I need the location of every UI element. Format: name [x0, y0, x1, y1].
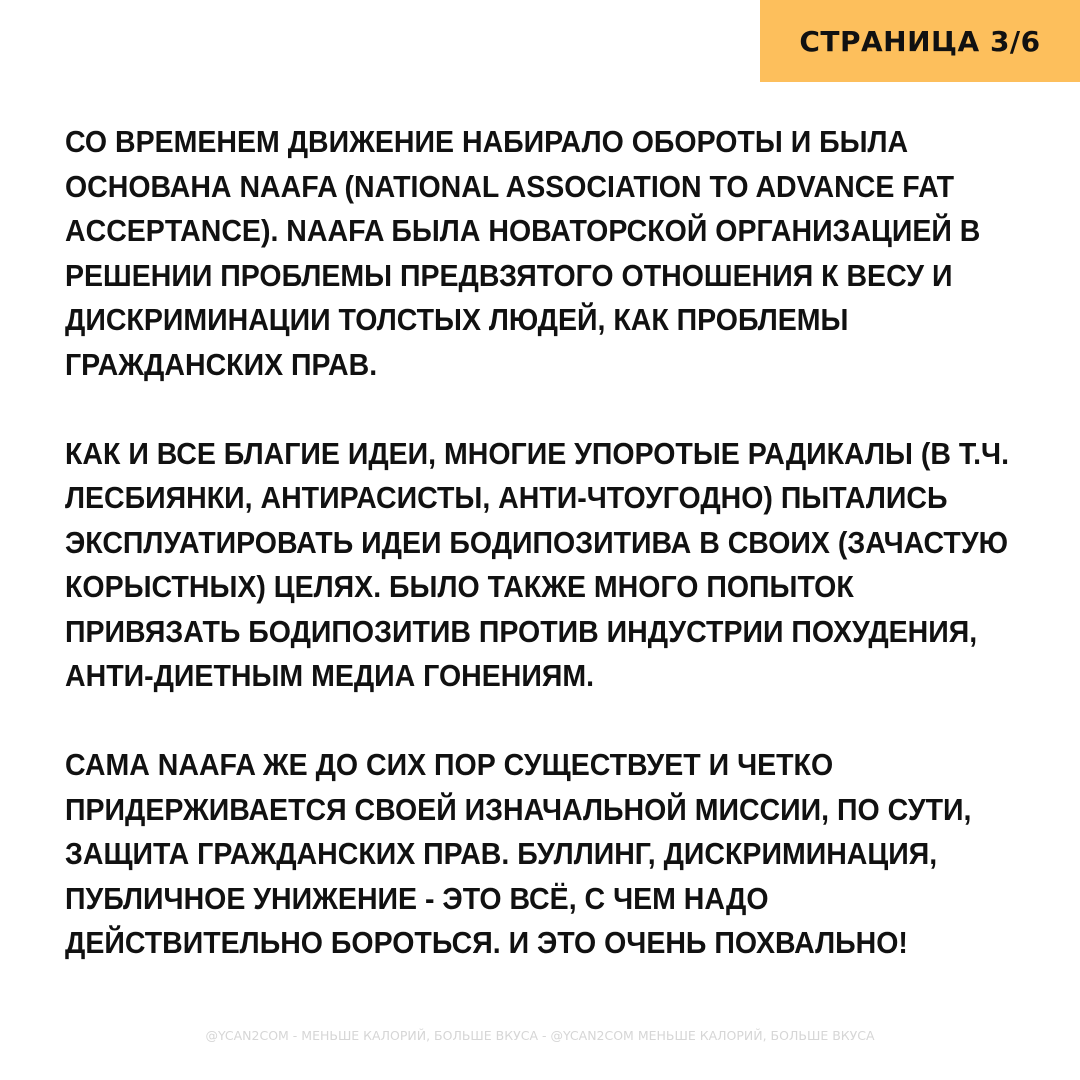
text-line: РЕШЕНИИ ПРОБЛЕМЫ ПРЕДВЗЯТОГО ОТНОШЕНИЯ К ВЕСУ И: [65, 257, 953, 293]
paragraph-3: [65, 743, 1065, 966]
page-badge: [760, 0, 1080, 82]
text-line: ACCEPTANCE). NAAFA БЫЛА НОВАТОРСКОЙ ОРГАНИЗАЦИЕЙ В: [65, 213, 981, 248]
text-line: ПРИВЯЗАТЬ БОДИПОЗИТИВ ПРОТИВ ИНДУСТРИИ ПОХУДЕНИЯ,: [65, 613, 978, 649]
text-line: ЗАЩИТА ГРАЖДАНСКИХ ПРАВ. БУЛЛИНГ, ДИСКРИМИНАЦИЯ,: [65, 836, 938, 871]
text-line: КОРЫСТНЫХ) ЦЕЛЯХ. БЫЛО ТАКЖЕ МНОГО ПОПЫТОК: [65, 569, 854, 604]
text-line: СО ВРЕМЕНЕМ ДВИЖЕНИЕ НАБИРАЛО ОБОРОТЫ И БЫЛА: [65, 124, 909, 159]
page-badge-label: СТРАНИЦА 3/6: [799, 24, 1041, 58]
paragraph-1: [65, 120, 1065, 387]
text-line: ГРАЖДАНСКИХ ПРАВ.: [65, 346, 378, 382]
footer-watermark: @YCAN2COM - МЕНЬШЕ КАЛОРИЙ, БОЛЬШЕ ВКУСА - @YCAN2COM МЕНЬШЕ КАЛОРИЙ, БОЛЬШЕ ВКУСА: [205, 1028, 875, 1043]
text-line: ЛЕСБИЯНКИ, АНТИРАСИСТЫ, АНТИ-ЧТОУГОДНО) ПЫТАЛИСЬ: [65, 480, 948, 515]
text-line: ДЕЙСТВИТЕЛЬНО БОРОТЬСЯ. И ЭТО ОЧЕНЬ ПОХВАЛЬНО!: [65, 925, 908, 960]
body-text: [65, 120, 1065, 1010]
text-line: ЭКСПЛУАТИРОВАТЬ ИДЕИ БОДИПОЗИТИВА В СВОИХ (ЗАЧАСТУЮ: [65, 524, 1008, 560]
text-line: САМА NAAFA ЖЕ ДО СИХ ПОР СУЩЕСТВУЕТ И ЧЕТКО: [65, 747, 834, 782]
text-line: КАК И ВСЕ БЛАГИЕ ИДЕИ, МНОГИЕ УПОРОТЫЕ РАДИКАЛЫ (В Т.Ч.: [65, 435, 1010, 471]
text-line: ОСНОВАНА NAAFA (NATIONAL ASSOCIATION TO ADVANCE FAT: [65, 168, 955, 204]
text-line: ПУБЛИЧНОЕ УНИЖЕНИЕ - ЭТО ВСЁ, С ЧЕМ НАДО: [65, 880, 769, 916]
text-line: ДИСКРИМИНАЦИИ ТОЛСТЫХ ЛЮДЕЙ, КАК ПРОБЛЕМЫ: [65, 302, 849, 337]
text-line: ПРИДЕРЖИВАЕТСЯ СВОЕЙ ИЗНАЧАЛЬНОЙ МИССИИ, ПО СУТИ,: [65, 791, 972, 827]
text-line: АНТИ-ДИЕТНЫМ МЕДИА ГОНЕНИЯМ.: [65, 658, 595, 693]
paragraph-2: [65, 432, 1065, 699]
